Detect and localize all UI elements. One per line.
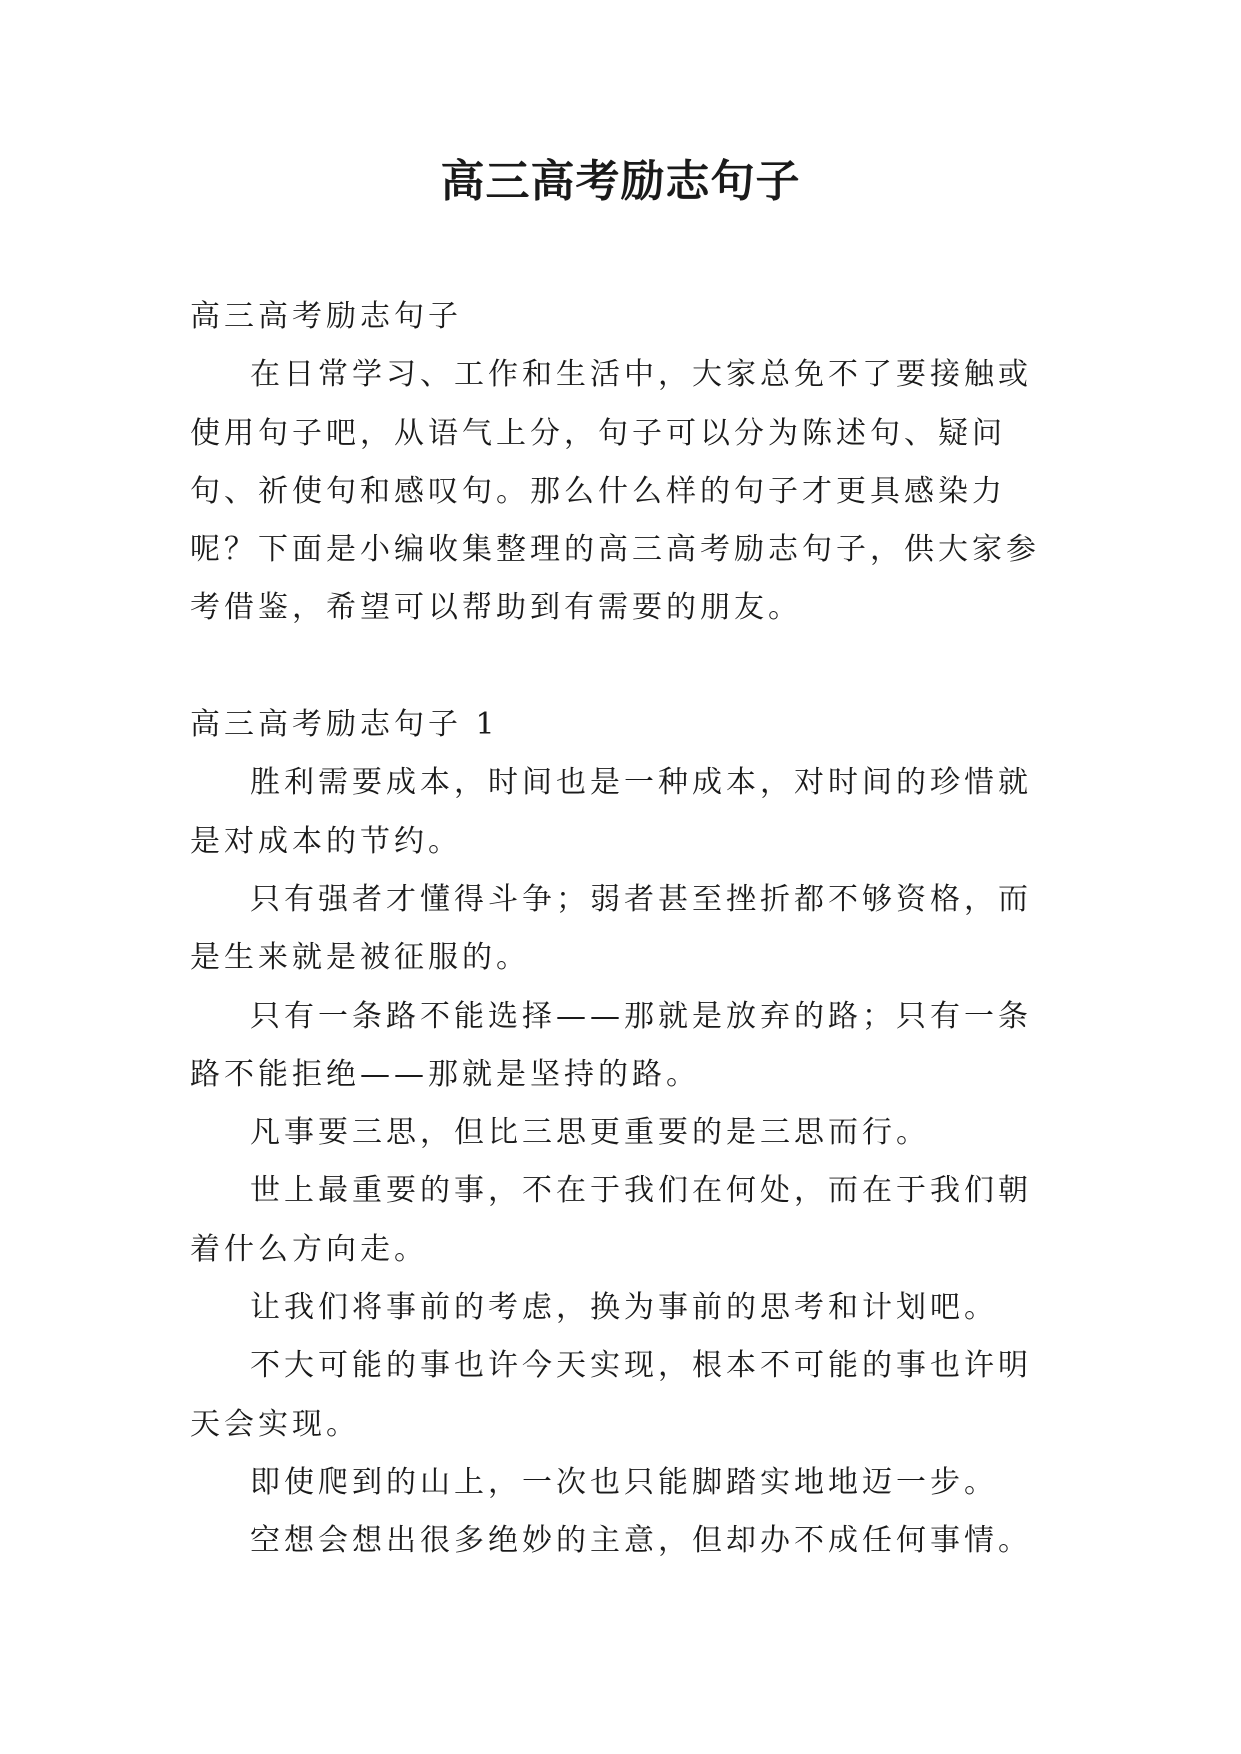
sentence-item: 不大可能的事也许今天实现，根本不可能的事也许明天会实现。 — [190, 1348, 1032, 1442]
sentence-item: 即使爬到的山上，一次也只能脚踏实地地迈一步。 — [250, 1464, 998, 1500]
sentence-item: 世上最重要的事，不在于我们在何处，而在于我们朝着什么方向走。 — [190, 1173, 1032, 1267]
sentence-item: 凡事要三思，但比三思更重要的是三思而行。 — [250, 1115, 930, 1151]
document-body — [190, 288, 1052, 1571]
sentence-item: 让我们将事前的考虑，换为事前的思考和计划吧。 — [250, 1290, 998, 1326]
intro-heading: 高三高考励志句子 — [190, 299, 462, 334]
sentence-item: 只有一条路不能选择——那就是放弃的路；只有一条路不能拒绝——那就是坚持的路。 — [190, 998, 1032, 1092]
sentence-item: 空想会想出很多绝妙的主意，但却办不成任何事情。 — [250, 1523, 1032, 1559]
sentence-item: 胜利需要成本，时间也是一种成本，对时间的珍惜就是对成本的节约。 — [190, 765, 1032, 859]
intro-paragraph: 在日常学习、工作和生活中，大家总免不了要接触或使用句子吧，从语气上分，句子可以分为陈述句、疑问句、祈使句和感叹句。那么什么样的句子才更具感染力呢？下面是小编收集整理的高三高考励志句子，供大家参考借鉴，希望可以帮助到有需要的朋友。 — [190, 357, 1040, 626]
document-title: 高三高考励志句子 — [440, 156, 801, 207]
section-heading: 高三高考励志句子 1 — [190, 707, 499, 743]
sentence-item: 只有强者才懂得斗争；弱者甚至挫折都不够资格，而是生来就是被征服的。 — [190, 881, 1032, 976]
section-spacer — [190, 638, 1052, 696]
